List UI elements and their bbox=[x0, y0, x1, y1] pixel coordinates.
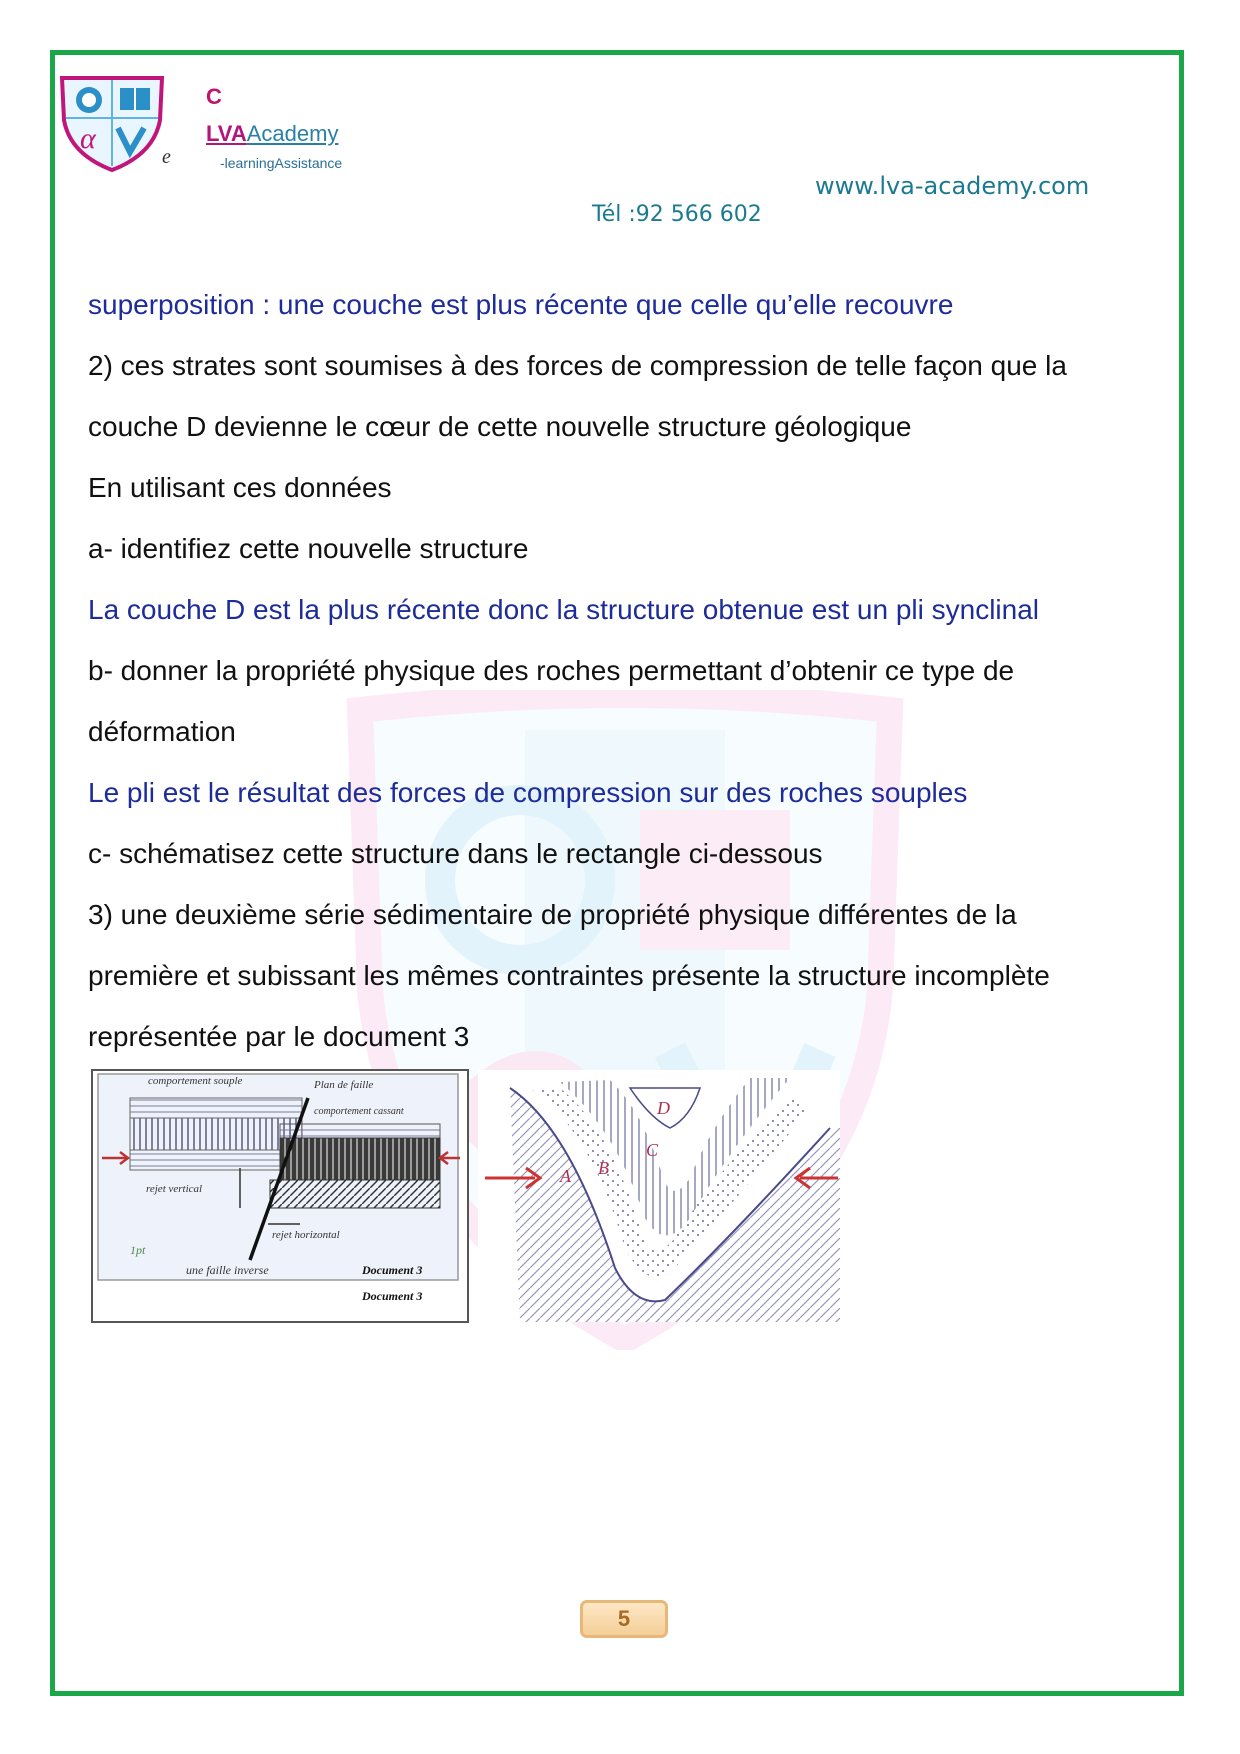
layer-label-b: B bbox=[598, 1158, 609, 1178]
question-line: première et subissant les mêmes contraintes présente la structure incomplète bbox=[88, 960, 1050, 991]
question-line: couche D devienne le cœur de cette nouvelle structure géologique bbox=[88, 411, 912, 442]
document-3-figure bbox=[90, 1068, 840, 1324]
brand-name bbox=[206, 121, 338, 147]
phone-number: Tél :92 566 602 bbox=[592, 202, 762, 227]
brand-academy: Academy bbox=[246, 121, 339, 146]
figure-label-brittle: comportement cassant bbox=[314, 1106, 404, 1117]
lva-academy-logo bbox=[56, 72, 168, 172]
website-link[interactable]: www.lva-academy.com bbox=[815, 172, 1090, 200]
question-line: 2) ces strates sont soumises à des forces de compression de telle façon que la bbox=[88, 350, 1067, 381]
question-line: 3) une deuxième série sédimentaire de propriété physique différentes de la bbox=[88, 899, 1017, 930]
syncline-diagram bbox=[478, 1070, 840, 1322]
figure-label-horizontal-throw: rejet horizontal bbox=[272, 1229, 340, 1241]
layer-label-d: D bbox=[657, 1098, 670, 1118]
question-line: En utilisant ces données bbox=[88, 472, 392, 503]
page-number-badge: 5 bbox=[580, 1600, 668, 1638]
question-line: c- schématisez cette structure dans le rectangle ci-dessous bbox=[88, 838, 823, 869]
brand-subtitle: -learningAssistance bbox=[220, 155, 343, 171]
answer-line: superposition : une couche est plus récente que celle qu’elle recouvre bbox=[88, 289, 954, 320]
answer-line: La couche D est la plus récente donc la structure obtenue est un pli synclinal bbox=[88, 594, 1040, 625]
figure-label-vertical-throw: rejet vertical bbox=[146, 1183, 203, 1195]
figure-label-fault-plane: Plan de faille bbox=[314, 1079, 374, 1091]
fault-diagram bbox=[92, 1070, 468, 1322]
brand-letter: C bbox=[206, 84, 222, 109]
figure-label-soft: comportement souple bbox=[148, 1075, 243, 1087]
figure-label-doc-inner: Document 3 bbox=[362, 1263, 423, 1277]
logo-e-letter: e bbox=[162, 146, 171, 168]
svg-text:α: α bbox=[80, 122, 96, 155]
answer-line: Le pli est le résultat des forces de compression sur des roches souples bbox=[88, 777, 968, 808]
figure-label-points: 1pt bbox=[130, 1243, 146, 1257]
question-line: a- identifiez cette nouvelle structure bbox=[88, 533, 529, 564]
question-line: b- donner la propriété physique des roches permettant d’obtenir ce type de bbox=[88, 655, 1015, 686]
document-body bbox=[88, 274, 1158, 1067]
brand-lva: LVA bbox=[206, 121, 247, 146]
figure-label-doc-outer: Document 3 bbox=[362, 1289, 423, 1303]
question-line: déformation bbox=[88, 716, 236, 747]
layer-label-c: C bbox=[646, 1140, 659, 1160]
figure-label-reverse-fault: une faille inverse bbox=[186, 1263, 269, 1277]
question-line: représentée par le document 3 bbox=[88, 1021, 470, 1052]
layer-label-a: A bbox=[560, 1166, 571, 1186]
